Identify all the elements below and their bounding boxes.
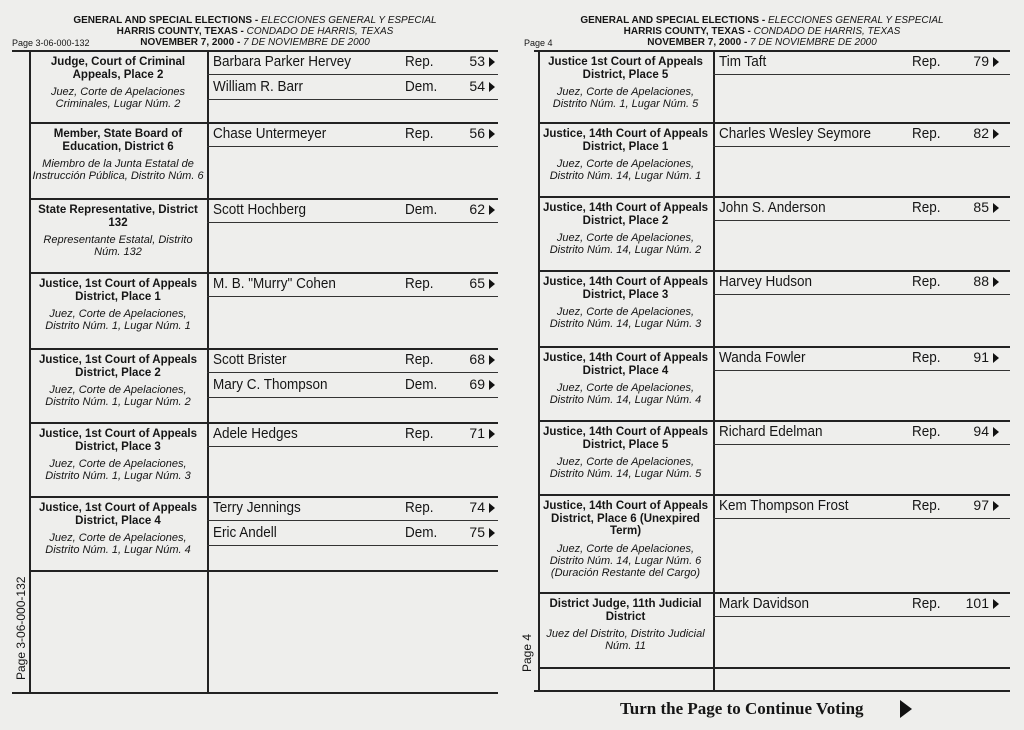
ballot-page-3 [0,0,510,730]
candidate-name: John S. Anderson [719,199,826,216]
office-title-en: Justice, 1st Court of Appeals District, Place 2 [38,354,198,379]
race-separator [538,270,1010,272]
race-office [540,128,711,182]
candidate-underline [207,74,498,75]
vote-arrow-icon[interactable] [489,57,495,67]
page-code: Page 4 [524,38,553,48]
candidate-name: William R. Barr [213,78,303,95]
race-office [31,56,205,110]
candidate-party: Rep. [405,125,434,142]
vote-arrow-icon[interactable] [489,503,495,513]
vote-arrow-icon[interactable] [489,380,495,390]
race-separator [538,122,1010,124]
candidate-party: Rep. [912,199,941,216]
race-office [31,502,205,556]
race-separator [29,570,498,572]
candidate-underline [207,99,498,100]
vote-arrow-icon[interactable] [489,82,495,92]
candidate-number: 71 [469,425,485,441]
race-separator [538,346,1010,348]
candidate-number: 94 [973,423,989,439]
office-title-en: Justice, 1st Court of Appeals District, Place 1 [38,278,198,303]
vote-arrow-icon[interactable] [489,129,495,139]
race-separator [29,198,498,200]
office-title-es: Juez, Corte de Apelaciones, Distrito Núm. 1, Lugar Núm. 4 [45,532,191,556]
vote-arrow-icon[interactable] [993,427,999,437]
ballot-header: GENERAL AND SPECIAL ELECTIONS - ELECCIONES GENERAL Y ESPECIAL HARRIS COUNTY, TEXAS - CONDADO DE HARRIS, TEXAS NOVEMBER 7, 2000 - 7 DE NOVIEMBRE DE 2000 [73,15,437,48]
candidate-party: Dem. [405,201,438,218]
vote-arrow-icon[interactable] [993,129,999,139]
office-title-en: Justice, 14th Court of Appeals District, Place 4 [542,352,709,377]
candidate-name: Barbara Parker Hervey [213,53,352,70]
candidate-number: 88 [973,273,989,289]
ballot-top-border [534,50,1010,52]
race-separator [29,496,498,498]
race-office [31,354,205,408]
office-title-en: Judge, Court of Criminal Appeals, Place 2 [50,56,186,81]
candidate-party: Rep. [405,425,434,442]
vote-arrow-icon[interactable] [993,599,999,609]
office-title-es: Representante Estatal, Distrito Núm. 132 [43,234,193,258]
race-office [540,202,711,256]
ballot-bottom-border [534,690,1010,692]
office-title-es: Juez, Corte de Apelaciones, Distrito Núm. 14, Lugar Núm. 6 (Duración Restante del Cargo) [549,542,702,579]
office-title-es: Juez, Corte de Apelaciones, Distrito Núm. 14, Lugar Núm. 4 [549,382,702,406]
vote-arrow-icon[interactable] [489,429,495,439]
race-separator [29,122,498,124]
office-title-es: Juez, Corte de Apelaciones, Distrito Núm. 1, Lugar Núm. 1 [45,308,191,332]
candidate-underline [207,520,498,521]
office-title-es: Miembro de la Junta Estatal de Instrucción Pública, Distrito Núm. 6 [32,158,204,182]
race-office [31,278,205,332]
candidate-underline [207,446,498,447]
office-title-en: Justice, 14th Court of Appeals District, Place 2 [542,202,709,227]
ballot-header: GENERAL AND SPECIAL ELECTIONS - ELECCIONES GENERAL Y ESPECIAL HARRIS COUNTY, TEXAS - CONDADO DE HARRIS, TEXAS NOVEMBER 7, 2000 - 7 DE NOVIEMBRE DE 2000 [580,15,944,48]
race-separator [538,667,1010,669]
candidate-underline [207,222,498,223]
candidate-number: 79 [973,53,989,69]
candidate-underline [207,397,498,398]
candidate-party: Dem. [405,78,438,95]
candidate-number: 82 [973,125,989,141]
continue-voting-text: Turn the Page to Continue Voting [620,699,864,718]
candidate-party: Rep. [405,53,434,70]
race-office [540,352,711,406]
race-separator [29,272,498,274]
candidate-name: Tim Taft [719,53,767,70]
office-title-en: Member, State Board of Education, District 6 [53,128,183,153]
office-title-en: State Representative, District 132 [38,204,198,229]
race-separator [538,494,1010,496]
candidate-number: 62 [469,201,485,217]
office-title-es: Juez, Corte de Apelaciones, Distrito Núm. 1, Lugar Núm. 2 [45,384,191,408]
candidate-party: Dem. [405,376,438,393]
race-separator [538,592,1010,594]
candidate-underline [713,146,1010,147]
race-office [540,500,711,579]
candidate-party: Rep. [912,53,941,70]
candidate-name: Charles Wesley Seymore [719,125,872,142]
candidate-number: 101 [965,595,989,611]
candidate-name: Richard Edelman [719,423,823,440]
candidate-name: Wanda Fowler [719,349,806,366]
office-title-en: Justice, 14th Court of Appeals District, Place 1 [542,128,709,153]
candidate-party: Dem. [405,524,438,541]
candidate-number: 74 [469,499,485,515]
candidate-number: 69 [469,376,485,392]
page-side-label: Page 3-06-000-132 [14,576,28,680]
office-title-es: Juez, Corte de Apelaciones, Distrito Núm. 1, Lugar Núm. 3 [45,458,191,482]
candidate-underline [207,146,498,147]
race-separator [538,420,1010,422]
candidate-underline [713,370,1010,371]
ballot-top-border [12,50,498,52]
candidate-number: 53 [469,53,485,69]
page-code: Page 3-06-000-132 [12,38,90,48]
vote-arrow-icon[interactable] [993,203,999,213]
vote-arrow-icon[interactable] [993,353,999,363]
office-title-en: District Judge, 11th Judicial District [549,598,702,623]
vote-arrow-icon[interactable] [489,528,495,538]
candidate-number: 56 [469,125,485,141]
candidate-name: Adele Hedges [213,425,298,442]
candidate-party: Rep. [912,497,941,514]
candidate-party: Rep. [405,275,434,292]
ballot-page-4 [512,0,1024,730]
candidate-underline [207,372,498,373]
candidate-name: Kem Thompson Frost [719,497,849,514]
candidate-party: Rep. [912,273,941,290]
race-separator [538,196,1010,198]
candidate-name: Harvey Hudson [719,273,813,290]
office-title-es: Juez, Corte de Apelaciones, Distrito Núm. 1, Lugar Núm. 5 [552,86,699,110]
candidate-party: Rep. [912,125,941,142]
candidate-number: 91 [973,349,989,365]
candidate-name: Mary C. Thompson [213,376,328,393]
vote-arrow-icon[interactable] [993,57,999,67]
candidate-number: 97 [973,497,989,513]
office-title-en: Justice, 1st Court of Appeals District, Place 3 [38,428,198,453]
candidate-underline [207,545,498,546]
candidate-number: 85 [973,199,989,215]
candidate-party: Rep. [912,349,941,366]
office-title-en: Justice, 1st Court of Appeals District, Place 4 [38,502,198,527]
candidate-name: Eric Andell [213,524,277,541]
office-title-en: Justice, 14th Court of Appeals District, Place 5 [542,426,709,451]
candidate-underline [713,616,1010,617]
candidate-name: Chase Untermeyer [213,125,327,142]
candidate-number: 75 [469,524,485,540]
vote-arrow-icon[interactable] [993,277,999,287]
candidate-name: Terry Jennings [213,499,301,516]
candidate-underline [713,518,1010,519]
vote-arrow-icon[interactable] [489,279,495,289]
candidate-underline [713,294,1010,295]
candidate-underline [713,220,1010,221]
candidate-number: 65 [469,275,485,291]
candidate-party: Rep. [912,595,941,612]
page-side-label: Page 4 [520,633,534,672]
office-title-es: Juez, Corte de Apelaciones Criminales, Lugar Núm. 2 [50,86,186,110]
candidate-party: Rep. [405,499,434,516]
office-title-en: Justice 1st Court of Appeals District, Place 5 [548,56,703,81]
candidate-number: 68 [469,351,485,367]
candidate-party: Rep. [405,351,434,368]
office-title-es: Juez, Corte de Apelaciones, Distrito Núm. 14, Lugar Núm. 5 [549,456,702,480]
candidate-name: Mark Davidson [719,595,810,612]
candidate-name: Scott Hochberg [213,201,307,218]
race-separator [29,422,498,424]
race-office [540,598,711,652]
arrow-right-icon [900,700,912,718]
candidate-name: Scott Brister [213,351,287,368]
race-office [540,426,711,480]
race-office [31,204,205,258]
ballot-bottom-border [12,692,498,694]
vote-arrow-icon[interactable] [489,355,495,365]
race-separator [29,348,498,350]
race-office [31,428,205,482]
office-title-en: Justice, 14th Court of Appeals District, Place 6 (Unexpired Term) [542,500,709,537]
candidate-number: 54 [469,78,485,94]
candidate-name: M. B. "Murry" Cohen [213,275,336,292]
office-title-es: Juez del Distrito, Distrito Judicial Núm. 11 [546,628,705,652]
office-title-es: Juez, Corte de Apelaciones, Distrito Núm. 14, Lugar Núm. 1 [549,158,702,182]
race-office [540,56,711,110]
candidate-underline [713,444,1010,445]
vote-arrow-icon[interactable] [489,205,495,215]
office-title-en: Justice, 14th Court of Appeals District, Place 3 [542,276,709,301]
vote-arrow-icon[interactable] [993,501,999,511]
office-title-es: Juez, Corte de Apelaciones, Distrito Núm. 14, Lugar Núm. 2 [549,232,702,256]
race-office [31,128,205,182]
candidate-underline [207,296,498,297]
race-office [540,276,711,330]
candidate-party: Rep. [912,423,941,440]
candidate-underline [713,74,1010,75]
office-title-es: Juez, Corte de Apelaciones, Distrito Núm. 14, Lugar Núm. 3 [549,306,702,330]
